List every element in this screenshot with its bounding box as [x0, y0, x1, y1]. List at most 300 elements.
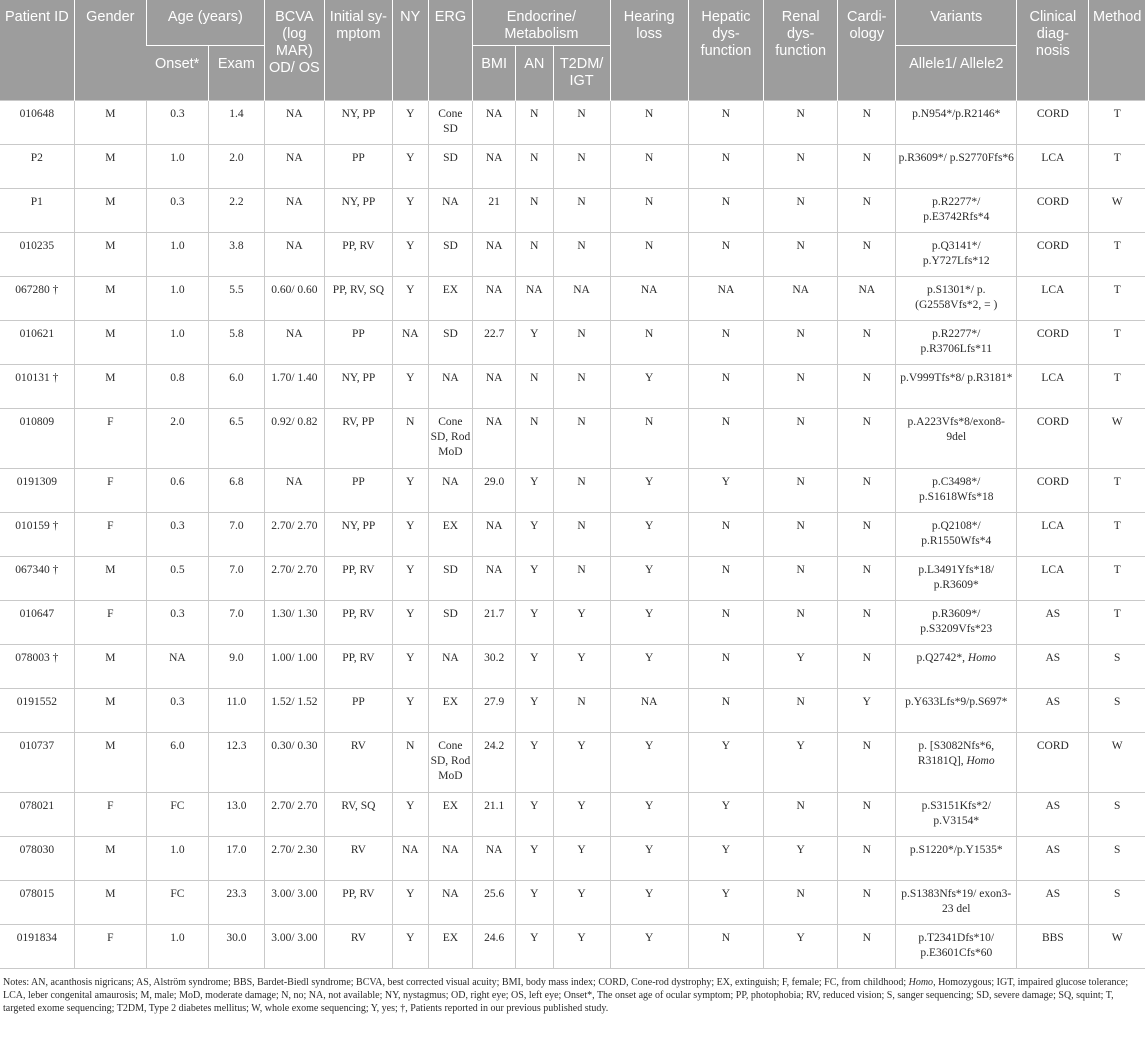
cell-hearing-loss-text: Y [645, 608, 654, 620]
cell-exam [208, 557, 264, 601]
cell-hearing-loss [610, 689, 688, 733]
cell-ny-text: Y [406, 196, 415, 208]
cell-erg-text: EX [442, 520, 459, 532]
cell-t2dm [553, 469, 610, 513]
cell-clinical-diagnosis-text: CORD [1036, 328, 1069, 340]
cell-method-text: T [1113, 152, 1121, 164]
notes-text-1: Notes: AN, acanthosis nigricans; AS, Alström syndrome; BBS, Bardet-Biedl syndrome; BCVA, best corrected visual acuity; BMI, body mass index; CORD, Cone-rod dystrophy; EX, extinguish; F, female; FC, from childhood; [3, 977, 907, 988]
cell-method-text: W [1111, 416, 1123, 428]
cell-gender [74, 925, 146, 969]
cell-initial-symptom-text: PP, RV [342, 240, 375, 252]
cell-erg [428, 321, 473, 365]
cell-hepatic-text: Y [721, 740, 731, 752]
cell-patient-id-text: 067280 † [15, 284, 59, 296]
cell-cardiology-text: N [862, 108, 871, 120]
cell-renal-text: N [796, 888, 805, 900]
cell-clinical-diagnosis-text: LCA [1041, 372, 1065, 384]
cell-clinical-diagnosis [1017, 233, 1089, 277]
cell-initial-symptom [324, 925, 392, 969]
cell-bmi [473, 189, 516, 233]
cell-gender-text: M [105, 740, 116, 752]
cell-onset [146, 233, 208, 277]
cell-variants-text: p.R2277*/ p.E3742Rfs*4 [923, 196, 990, 223]
cell-bmi [473, 469, 516, 513]
cell-bmi-text: 29.0 [484, 476, 505, 488]
cell-an [515, 557, 553, 601]
cell-cardiology-text: N [862, 476, 871, 488]
cell-exam [208, 881, 264, 925]
cell-ny [392, 881, 428, 925]
cell-erg [428, 733, 473, 793]
cell-bmi [473, 837, 516, 881]
cell-an-text: Y [530, 740, 539, 752]
cell-bcva-text: 0.60/ 0.60 [271, 284, 318, 296]
cell-exam [208, 365, 264, 409]
cell-hearing-loss-text: Y [645, 740, 654, 752]
cell-variants [896, 513, 1017, 557]
cell-bmi-text: NA [485, 284, 503, 296]
cell-gender [74, 321, 146, 365]
header-initial-symptom: Initial sy- mptom [324, 0, 392, 101]
cell-onset [146, 733, 208, 793]
cell-hepatic-text: N [721, 520, 731, 532]
cell-hepatic [688, 881, 763, 925]
cell-exam-text: 5.8 [229, 328, 244, 340]
cell-renal-text: Y [796, 740, 805, 752]
cell-variants [896, 145, 1017, 189]
cell-hearing-loss [610, 233, 688, 277]
cell-clinical-diagnosis-text: LCA [1041, 284, 1065, 296]
cell-bmi [473, 733, 516, 793]
cell-clinical-diagnosis [1017, 469, 1089, 513]
cell-onset [146, 881, 208, 925]
cell-variants-text: p. [S3082Nfs*6, R3181Q], [917, 740, 995, 767]
table-row [0, 409, 1145, 469]
cell-ny [392, 557, 428, 601]
cell-patient-id [0, 793, 74, 837]
cell-method [1089, 925, 1145, 969]
cell-an [515, 233, 553, 277]
cell-renal-text: N [796, 108, 805, 120]
cell-hepatic-text: N [721, 328, 731, 340]
cell-erg-text: NA [442, 844, 459, 856]
cell-t2dm-text: N [577, 696, 586, 708]
cell-erg-text: SD [443, 328, 458, 340]
cell-an-text: Y [530, 520, 539, 532]
cell-hepatic-text: N [721, 152, 731, 164]
cell-bcva [264, 689, 324, 733]
cell-cardiology-text: N [862, 152, 871, 164]
cell-t2dm [553, 409, 610, 469]
cell-onset-text: 0.6 [170, 476, 185, 488]
cell-cardiology [838, 645, 896, 689]
cell-bcva [264, 189, 324, 233]
cell-hepatic [688, 733, 763, 793]
cell-initial-symptom-text: RV, SQ [341, 800, 376, 812]
cell-method [1089, 837, 1145, 881]
cell-hearing-loss [610, 321, 688, 365]
cell-renal [764, 925, 838, 969]
cell-bmi-text: NA [485, 416, 503, 428]
table-row [0, 601, 1145, 645]
cell-variants [896, 469, 1017, 513]
cell-renal [764, 557, 838, 601]
cell-variants [896, 233, 1017, 277]
cell-renal [764, 189, 838, 233]
cell-gender [74, 233, 146, 277]
cell-hearing-loss [610, 837, 688, 881]
cell-method [1089, 321, 1145, 365]
cell-onset [146, 277, 208, 321]
cell-patient-id [0, 513, 74, 557]
cell-erg [428, 145, 473, 189]
cell-bcva [264, 837, 324, 881]
cell-bcva-text: 3.00/ 3.00 [271, 888, 318, 900]
cell-hepatic [688, 365, 763, 409]
table-row [0, 469, 1145, 513]
cell-erg-text: EX [442, 284, 459, 296]
cell-gender-text: F [107, 608, 114, 620]
cell-exam-text: 13.0 [226, 800, 247, 812]
cell-exam-text: 9.0 [229, 652, 244, 664]
cell-hearing-loss [610, 469, 688, 513]
cell-initial-symptom [324, 645, 392, 689]
cell-patient-id [0, 145, 74, 189]
cell-onset-text: FC [170, 888, 185, 900]
cell-an-text: Y [530, 328, 539, 340]
cell-t2dm-text: N [577, 520, 586, 532]
cell-bmi [473, 277, 516, 321]
cell-bmi [473, 881, 516, 925]
cell-ny-text: Y [406, 888, 415, 900]
cell-gender [74, 793, 146, 837]
cell-method [1089, 189, 1145, 233]
cell-variants [896, 793, 1017, 837]
cell-initial-symptom-text: RV [350, 740, 366, 752]
cell-variants [896, 321, 1017, 365]
cell-patient-id-text: 078030 [19, 844, 55, 856]
cell-patient-id-text: P2 [30, 152, 43, 164]
cell-ny [392, 513, 428, 557]
cell-hearing-loss [610, 881, 688, 925]
cell-exam-text: 2.2 [229, 196, 244, 208]
variant-zygosity: Homo [963, 755, 995, 767]
cell-erg [428, 925, 473, 969]
cell-cardiology-text: NA [858, 284, 876, 296]
cell-onset-text: 6.0 [170, 740, 185, 752]
cell-variants [896, 409, 1017, 469]
cell-bmi [473, 793, 516, 837]
cell-bcva [264, 645, 324, 689]
cell-gender-text: M [105, 328, 116, 340]
cell-cardiology-text: N [862, 608, 871, 620]
cell-onset [146, 557, 208, 601]
cell-initial-symptom-text: PP [352, 476, 365, 488]
cell-initial-symptom-text: PP [352, 328, 365, 340]
cell-gender-text: M [105, 888, 116, 900]
cell-cardiology [838, 925, 896, 969]
cell-t2dm [553, 233, 610, 277]
cell-onset-text: 0.3 [170, 696, 185, 708]
cell-initial-symptom [324, 365, 392, 409]
cell-patient-id-text: 078021 [19, 800, 55, 812]
cell-clinical-diagnosis [1017, 189, 1089, 233]
cell-onset-text: 2.0 [170, 416, 185, 428]
cell-initial-symptom-text: NY, PP [341, 372, 376, 384]
cell-bmi-text: NA [485, 844, 503, 856]
cell-variants-text: p.R2277*/ p.R3706Lfs*11 [920, 328, 992, 355]
cell-t2dm-text: Y [577, 800, 586, 812]
cell-method-text: T [1113, 328, 1121, 340]
cell-gender-text: M [105, 108, 116, 120]
cell-an [515, 925, 553, 969]
cell-variants-text: p.C3498*/ p.S1618Wfs*18 [919, 476, 994, 503]
cell-bcva-text: 2.70/ 2.70 [271, 564, 318, 576]
cell-t2dm [553, 189, 610, 233]
cell-variants [896, 733, 1017, 793]
cell-bmi [473, 321, 516, 365]
cell-initial-symptom-text: NY, PP [341, 108, 376, 120]
cell-ny [392, 145, 428, 189]
cell-patient-id [0, 925, 74, 969]
cell-hepatic [688, 925, 763, 969]
cell-ny-text: Y [406, 932, 415, 944]
cell-erg [428, 881, 473, 925]
cell-hepatic [688, 793, 763, 837]
cell-method [1089, 645, 1145, 689]
cell-bmi-text: 24.6 [484, 932, 505, 944]
cell-onset-text: 1.0 [170, 328, 185, 340]
cell-renal [764, 881, 838, 925]
cell-bcva-text: 1.30/ 1.30 [271, 608, 318, 620]
cell-hearing-loss [610, 101, 688, 145]
cell-bcva [264, 601, 324, 645]
cell-t2dm [553, 689, 610, 733]
cell-hepatic-text: N [721, 108, 731, 120]
cell-hepatic [688, 601, 763, 645]
cell-initial-symptom [324, 793, 392, 837]
cell-method-text: S [1114, 696, 1121, 708]
cell-exam [208, 101, 264, 145]
cell-gender-text: M [105, 196, 116, 208]
cell-method-text: S [1114, 844, 1121, 856]
cell-variants [896, 881, 1017, 925]
cell-onset [146, 689, 208, 733]
cell-an-text: Y [530, 608, 539, 620]
cell-clinical-diagnosis [1017, 601, 1089, 645]
cell-ny [392, 793, 428, 837]
cell-renal [764, 601, 838, 645]
header-erg: ERG [428, 0, 473, 101]
cell-gender-text: M [105, 284, 116, 296]
cell-t2dm [553, 557, 610, 601]
cell-onset-text: 0.5 [170, 564, 185, 576]
cell-bmi-text: NA [485, 152, 503, 164]
cell-patient-id-text: 067340 † [15, 564, 59, 576]
cell-method [1089, 145, 1145, 189]
cell-variants-text: p.Q2108*/ p.R1550Wfs*4 [921, 520, 992, 547]
cell-cardiology-text: N [862, 520, 871, 532]
cell-patient-id-text: 010648 [19, 108, 55, 120]
cell-initial-symptom [324, 189, 392, 233]
cell-hearing-loss-text: Y [645, 520, 654, 532]
cell-an [515, 469, 553, 513]
cell-renal-text: Y [796, 652, 805, 664]
cell-bcva-text: 0.92/ 0.82 [271, 416, 318, 428]
table-row [0, 101, 1145, 145]
cell-ny [392, 189, 428, 233]
cell-ny [392, 837, 428, 881]
cell-gender-text: M [105, 652, 116, 664]
cell-clinical-diagnosis-text: CORD [1036, 240, 1069, 252]
cell-bcva-text: 2.70/ 2.30 [271, 844, 318, 856]
cell-hearing-loss-text: N [645, 152, 654, 164]
cell-t2dm-text: N [577, 108, 586, 120]
cell-erg [428, 189, 473, 233]
cell-variants-text: p.R3609*/ p.S3209Vfs*23 [920, 608, 993, 635]
cell-clinical-diagnosis-text: CORD [1036, 196, 1069, 208]
cell-clinical-diagnosis-text: AS [1045, 652, 1061, 664]
cell-erg-text: SD [443, 240, 458, 252]
cell-clinical-diagnosis-text: LCA [1041, 152, 1065, 164]
cell-bcva-text: NA [286, 108, 303, 120]
cell-exam-text: 1.4 [229, 108, 244, 120]
cell-onset-text: 1.0 [170, 844, 185, 856]
cell-bcva-text: NA [286, 328, 303, 340]
table-row [0, 733, 1145, 793]
cell-hearing-loss [610, 601, 688, 645]
cell-renal-text: NA [792, 284, 809, 296]
cell-bmi-text: 21.1 [484, 800, 505, 812]
cell-method-text: T [1113, 564, 1121, 576]
cell-erg [428, 277, 473, 321]
cell-patient-id [0, 733, 74, 793]
cell-exam-text: 7.0 [229, 608, 244, 620]
cell-t2dm-text: N [577, 328, 586, 340]
cell-hearing-loss-text: Y [645, 932, 654, 944]
cell-ny-text: N [406, 416, 415, 428]
cell-method-text: T [1113, 520, 1121, 532]
cell-bmi [473, 925, 516, 969]
table-row [0, 837, 1145, 881]
cell-variants [896, 365, 1017, 409]
cell-hearing-loss-text: Y [645, 372, 654, 384]
cell-ny [392, 233, 428, 277]
cell-gender [74, 409, 146, 469]
cell-bmi-text: 24.2 [484, 740, 505, 752]
cell-cardiology [838, 101, 896, 145]
cell-bcva [264, 409, 324, 469]
cell-an [515, 321, 553, 365]
cell-bcva [264, 145, 324, 189]
cell-onset-text: 1.0 [170, 152, 185, 164]
cell-ny [392, 733, 428, 793]
header-bmi: BMI [473, 46, 516, 101]
cell-gender [74, 601, 146, 645]
cell-clinical-diagnosis-text: AS [1045, 844, 1061, 856]
cell-gender [74, 145, 146, 189]
cell-variants-text: p.L3491Yfs*18/ p.R3609* [918, 564, 995, 591]
cell-an [515, 189, 553, 233]
cell-t2dm [553, 793, 610, 837]
cell-exam [208, 601, 264, 645]
cell-onset [146, 101, 208, 145]
cell-exam-text: 12.3 [226, 740, 247, 752]
header-age-group: Age (years) [146, 0, 264, 46]
cell-initial-symptom-text: PP, RV [342, 608, 375, 620]
cell-clinical-diagnosis-text: LCA [1041, 564, 1065, 576]
cell-bmi-text: NA [485, 240, 503, 252]
cell-bcva-text: 0.30/ 0.30 [271, 740, 318, 752]
cell-exam-text: 2.0 [229, 152, 244, 164]
cell-erg [428, 365, 473, 409]
cell-patient-id-text: 010235 [19, 240, 55, 252]
cell-hearing-loss [610, 793, 688, 837]
cell-variants-text: p.S1383Nfs*19/ exon3-23 del [901, 888, 1012, 915]
header-hepatic: Hepatic dys- function [688, 0, 763, 101]
table-row [0, 793, 1145, 837]
cell-hearing-loss [610, 513, 688, 557]
cell-t2dm [553, 881, 610, 925]
cell-cardiology [838, 601, 896, 645]
cell-erg [428, 469, 473, 513]
cell-hepatic-text: Y [721, 888, 731, 900]
cell-t2dm-text: N [577, 196, 586, 208]
cell-ny-text: Y [406, 476, 415, 488]
cell-clinical-diagnosis [1017, 645, 1089, 689]
cell-patient-id-text: 010131 † [15, 372, 59, 384]
cell-bcva [264, 101, 324, 145]
cell-ny-text: N [406, 740, 415, 752]
cell-method-text: T [1113, 240, 1121, 252]
cell-cardiology-text: N [862, 328, 871, 340]
cell-gender [74, 365, 146, 409]
cell-hepatic-text: N [721, 196, 731, 208]
cell-hepatic-text: Y [721, 476, 731, 488]
cell-hearing-loss-text: N [645, 108, 654, 120]
cell-ny [392, 689, 428, 733]
cell-t2dm [553, 645, 610, 689]
cell-bmi-text: NA [485, 564, 503, 576]
cell-t2dm-text: N [577, 564, 586, 576]
cell-method [1089, 513, 1145, 557]
cell-gender [74, 469, 146, 513]
table-row [0, 145, 1145, 189]
cell-patient-id-text: 010647 [19, 608, 55, 620]
cell-an-text: N [530, 108, 539, 120]
cell-t2dm [553, 321, 610, 365]
cell-hepatic-text: N [721, 564, 731, 576]
cell-cardiology [838, 689, 896, 733]
cell-t2dm [553, 925, 610, 969]
cell-exam-text: 6.0 [229, 372, 244, 384]
cell-renal [764, 365, 838, 409]
cell-renal [764, 689, 838, 733]
cell-cardiology-text: N [862, 800, 871, 812]
cell-hearing-loss [610, 277, 688, 321]
cell-patient-id-text: 010737 [19, 740, 55, 752]
cell-erg-text: NA [442, 476, 459, 488]
cell-ny [392, 365, 428, 409]
cell-clinical-diagnosis [1017, 277, 1089, 321]
cell-hearing-loss-text: Y [645, 888, 654, 900]
cell-erg [428, 557, 473, 601]
cell-gender [74, 189, 146, 233]
cell-hepatic [688, 837, 763, 881]
cell-variants-text: p.N954*/p.R2146* [912, 108, 1001, 120]
cell-cardiology-text: N [862, 844, 871, 856]
cell-ny-text: Y [406, 800, 415, 812]
